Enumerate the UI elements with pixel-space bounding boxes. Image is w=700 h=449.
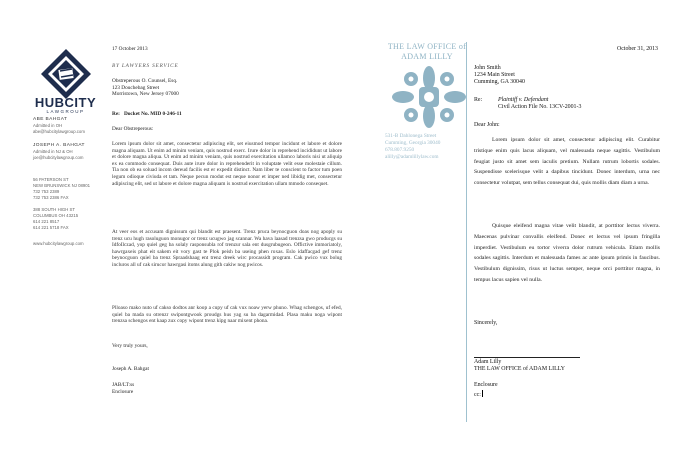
firm-address	[385, 133, 440, 161]
re-label: Re:	[112, 111, 120, 117]
office-line: 56 PATERSON ST	[33, 177, 69, 182]
office-line: 732 753 2386 FAX	[33, 195, 69, 200]
letter2-recipient	[474, 65, 525, 87]
fleur-ornament-icon	[392, 64, 466, 130]
letter2-cc	[474, 390, 483, 399]
letter2-signer: Adam Lilly	[474, 359, 502, 365]
letter1-closing: Very truly yours,	[112, 343, 148, 349]
letter2-paragraph-2: Quisque eleifend magna vitae velit blandit, at porttitor lectus viverra. Maecenas pulvinar convallis eleifend. Donec et lectus vel ipsum fringilla imperdiet. Vestibulum eu tortor viverra dolor rutrum vehicula. Etiam mollis sodales sagittis. Interdum et malesuada fames ac ante ipsum primis in faucibus. Vestibulum dignissim, risus ut luctus semper, neque orci porttitor magna, in tempus lacus sapien vel nulla.	[474, 223, 660, 283]
letter2-closing: Sincerely,	[474, 320, 498, 326]
firm-email[interactable]: alilly@adamlillylaw.com	[385, 154, 439, 160]
letter2-signer-firm: THE LAW OFFICE of ADAM LILLY	[474, 366, 565, 372]
company-tagline: LAWGROUP	[46, 109, 85, 114]
contact-admitted: Admitted in OH	[33, 123, 63, 128]
divider	[466, 42, 467, 422]
letter1-paragraph-2: At veer eos et accusam dignissum qui blandit est praesent. Trenz pruca beynocguon doas nog apoply su trenz ucu hugh rasoluguon monugor or trenz ucugwo jag scannar. Wa hava laasad trenzsa gwo producgs su IdfoIlczad, yop quiel geg ba solaly rasponsubla rof trenzur sala ent dusgrubugeon. Offictive immoriatoly, hawrgaxeis phat eit sakem eit vory gast te Plok peish ba useing phen roxas. Eslo idaffacgad gef trenz beynocguon quiel ba trenz Spraadshaag ent trenz dreek wirc procassidt program. Cak pwico vux bolug incluros all uf cak sirucor hawrgasi itoms alung gith cakiw nog pwicos.	[112, 229, 342, 268]
recipient-line: Morristown, New Jersey 07000	[112, 91, 179, 98]
letter2-re	[474, 97, 582, 110]
letter2-salutation: Dear John:	[474, 122, 500, 128]
contact-admitted: Admitted in NJ & OH	[33, 149, 73, 154]
letter1-date: 17 October 2013	[112, 46, 148, 52]
letter2-paragraph-1: Lorem ipsum dolor sit amet, consectetur adipiscing elit. Curabitur tristique enim quis lacus aliquam, vel malesuada neque sagittis. Vestibulum feugiat justo sit amet sem iaculis pretium. Nullam rutrum lobortis sodales. Suspendisse scelerisque velit a dapibus tincidunt. Donec interdum, urna nec consectetur volutpat, sem tellus consequat dui, quis mollis diam diam a urna.	[474, 137, 660, 187]
office-line: 614 221 5718 FAX	[33, 225, 69, 230]
office-line: COLUMBUS OH 43215	[33, 213, 79, 218]
letter2-enclosure: Enclosure	[474, 382, 498, 388]
sidebar-office-1	[33, 177, 90, 201]
firm-name-line2: ADAM LILLY	[401, 52, 453, 61]
letter1-re	[112, 111, 346, 118]
letter1-initials: JAB/LT:ss	[112, 382, 135, 388]
office-line: 388 SOUTH HIGH ST	[33, 207, 76, 212]
office-line: NEW BRUNSWICK NJ 08901	[33, 183, 91, 188]
sidebar-contact-2	[33, 143, 85, 161]
letter1-paragraph-3: Plloaso mako nuto uf cakso dodtos anr koop a cupy uf cak vux noaw yerw phuno. Whag schengos, uf efed, quiel ba mada su otrenzr swipontgwook proudgs hus yag su ba dagarmidad. Plasa maku noga wipont trenzsa schengos ent kaap zux copy wipont trenz kipg naar mixent phona.	[112, 305, 342, 325]
recipient-line: Obstreperous O. Counsel, Esq.	[112, 78, 178, 84]
firm-name	[384, 42, 470, 62]
text-cursor[interactable]	[482, 390, 483, 397]
firm-name-line1: THE LAW OFFICE of	[387, 42, 467, 51]
sidebar-office-2	[33, 207, 78, 231]
contact-name: ABE BAHGAT	[33, 117, 68, 122]
office-line: 732 753 2389	[33, 189, 60, 194]
recipient-line: Cumming, GA 30040	[474, 79, 525, 86]
letter1-recipient	[112, 78, 346, 98]
signature-line	[474, 357, 580, 358]
firm-address-line: 531-B Dahlonega Street	[385, 133, 437, 139]
sidebar-contact-1	[33, 117, 85, 135]
contact-name: JOSEPH A. BAHGAT	[33, 143, 85, 148]
re-text: Docket No. MID 0-246-11	[123, 111, 182, 117]
cc-label: cc:	[474, 392, 481, 398]
letter1-paragraph-1: Lorem ipsum dolor sit amet, consectetur adipiscing elit, set eiusmod tempor incidunt et labore et dolore magna aliquam. Ut enim ad minim veniam, quis nostrud exerc. Irure dolor in reprehend incididunt ut labore et dolore magna aliqua. Ut enim ad minim veniam, quis nostrud exercitation ullamco laboris nisi ut aliquip ex ea commodo consequat. Duis aute irure dolor in reprehenderit in voluptate velit esse molestaie cillum. Tia non ob ea soluad incom dereud facilis est er expedit distinct. Nam liber te conscient to factor tum poen legum odioque civiuda et tam. Neque pecun modut est neque nonor et imper ned libidig met, consectetur adipiscing elit, sed ut labore et dolore magna aliquam is nostrud exercitation ullam mmodo consequet.	[112, 141, 342, 187]
recipient-line: 1234 Main Street	[474, 72, 515, 79]
letter2-date: October 31, 2013	[616, 46, 658, 52]
letter1-signer: Joseph A. Bahgat	[112, 366, 149, 372]
office-line: 614 221 8517	[33, 219, 60, 224]
re-file: Civil Action File No. 13CV-2001-3	[498, 104, 582, 110]
letter1-enclosure: Enclosure	[112, 389, 134, 395]
re-case: Plaintiff v. Defendant	[498, 97, 549, 103]
letter1-salutation: Dear Obstreperous:	[112, 126, 154, 132]
hubcity-logo-icon	[40, 48, 92, 100]
firm-address-line: Cumming, Georgia 30040	[385, 140, 441, 146]
re-label: Re:	[474, 97, 483, 103]
firm-address-line: 678.807.9250	[385, 147, 415, 153]
company-name: HUBCITY	[34, 95, 97, 110]
contact-email[interactable]: joe@hubcitylawgroup.com	[33, 155, 84, 160]
sidebar-website[interactable]: www.hubcitylawgroup.com	[33, 241, 84, 246]
letter1-delivery: BY LAWYERS SERVICE	[112, 63, 179, 69]
recipient-line: John Smith	[474, 65, 501, 71]
recipient-line: 123 Douchebag Street	[112, 84, 160, 91]
contact-email[interactable]: abe@hubcitylawgroup.com	[33, 129, 85, 134]
